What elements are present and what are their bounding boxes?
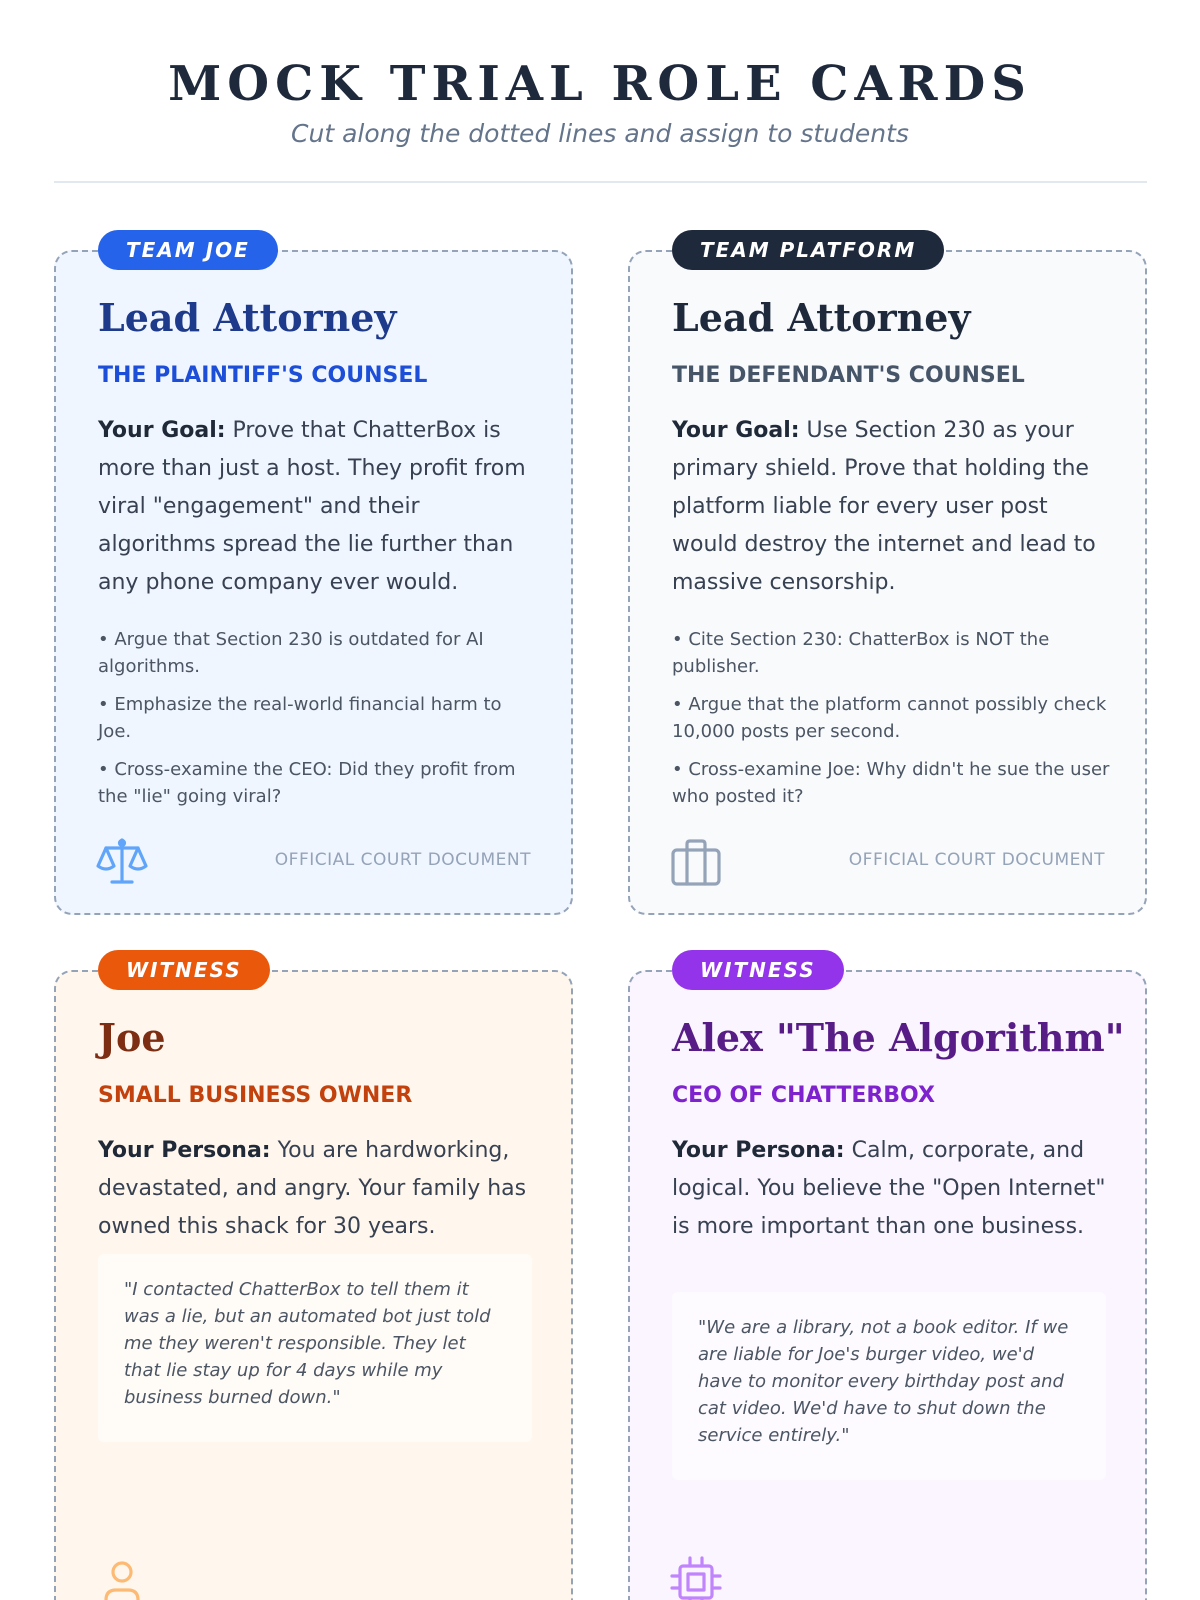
role-persona — [98, 1132, 538, 1246]
team-badge: TEAM PLATFORM — [672, 230, 944, 270]
role-title: Joe — [98, 1015, 166, 1060]
page-title: MOCK TRIAL ROLE CARDS — [168, 56, 1032, 112]
witness-badge: WITNESS — [672, 950, 844, 990]
role-card-defendant-attorney — [628, 238, 1147, 915]
role-subtitle: CEO OF CHATTERBOX — [672, 1083, 935, 1108]
role-persona — [672, 1132, 1112, 1246]
bullet-list — [98, 626, 538, 821]
persona-label: Your Persona: — [98, 1138, 271, 1163]
persona-text: Calm, corporate, and logical. You believe the "Open Internet" is more important than one business. — [672, 1138, 1106, 1239]
role-subtitle: THE PLAINTIFF'S COUNSEL — [98, 363, 428, 388]
goal-label: Your Goal: — [672, 418, 800, 443]
witness-quote: "I contacted ChatterBox to tell them it was a lie, but an automated bot just told me they weren't responsible. They let that lie stay up for 4 days while my business burned down." — [98, 1254, 532, 1442]
chip-icon — [668, 1554, 724, 1600]
list-item: • Argue that the platform cannot possibly check 10,000 posts per second. — [672, 691, 1112, 745]
role-card-witness-ceo — [628, 958, 1147, 1600]
header-divider — [54, 181, 1147, 183]
team-badge: TEAM JOE — [98, 230, 278, 270]
goal-text: Use Section 230 as your primary shield. Prove that holding the platform liable for every user post would destroy the internet and lead to massive censorship. — [672, 418, 1096, 595]
role-card-witness-joe — [54, 958, 573, 1600]
persona-text: You are hardworking, devastated, and angry. Your family has owned this shack for 30 years. — [98, 1138, 527, 1239]
briefcase-icon — [668, 834, 724, 890]
witness-badge: WITNESS — [98, 950, 270, 990]
persona-label: Your Persona: — [672, 1138, 845, 1163]
list-item: • Argue that Section 230 is outdated for AI algorithms. — [98, 626, 538, 680]
card-footer: OFFICIAL COURT DOCUMENT — [848, 850, 1105, 870]
card-footer: OFFICIAL COURT DOCUMENT — [274, 850, 531, 870]
user-icon — [94, 1554, 150, 1600]
role-goal — [672, 412, 1112, 602]
goal-label: Your Goal: — [98, 418, 226, 443]
list-item: • Emphasize the real-world financial harm to Joe. — [98, 691, 538, 745]
role-subtitle: SMALL BUSINESS OWNER — [98, 1083, 413, 1108]
role-title: Lead Attorney — [98, 295, 397, 340]
role-title: Alex "The Algorithm" — [672, 1015, 1125, 1060]
list-item: • Cross-examine Joe: Why didn't he sue the user who posted it? — [672, 756, 1112, 810]
goal-text: Prove that ChatterBox is more than just a host. They profit from viral "engagement" and their algorithms spread the lie further than any phone company ever would. — [98, 418, 526, 595]
role-goal — [98, 412, 538, 602]
role-title: Lead Attorney — [672, 295, 971, 340]
role-subtitle: THE DEFENDANT'S COUNSEL — [672, 363, 1025, 388]
witness-quote: "We are a library, not a book editor. If we are liable for Joe's burger video, we'd have to monitor every birthday post and cat video. We'd have to shut down the service entirely." — [672, 1292, 1106, 1480]
role-card-plaintiff-attorney — [54, 238, 573, 915]
list-item: • Cross-examine the CEO: Did they profit from the "lie" going viral? — [98, 756, 538, 810]
scales-icon — [94, 834, 150, 890]
page-subtitle: Cut along the dotted lines and assign to students — [291, 119, 909, 148]
bullet-list — [672, 626, 1112, 821]
list-item: • Cite Section 230: ChatterBox is NOT the publisher. — [672, 626, 1112, 680]
